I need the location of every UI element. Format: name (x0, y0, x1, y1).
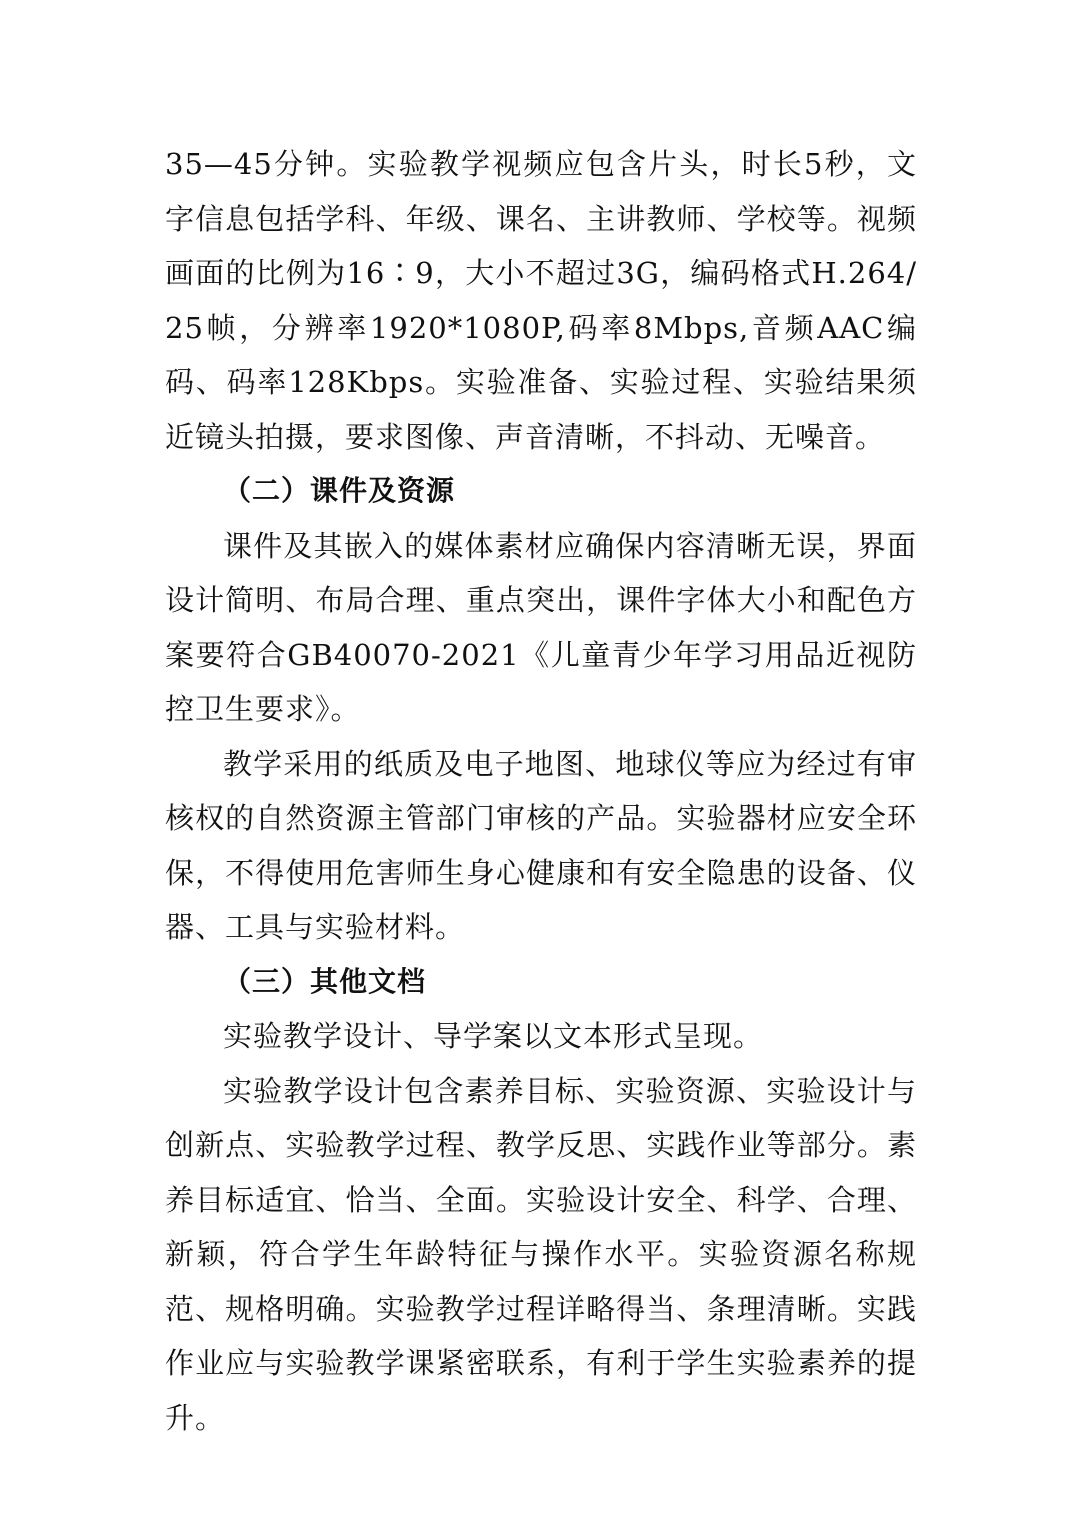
section-heading-other-documents: （三）其他文档 (223, 964, 427, 998)
paragraph-video-requirements: 35—45分钟。实验教学视频应包含片头，时长5秒，文字信息包括学科、年级、课名、主讲教师、学校等。视频画面的比例为16∶9，大小不超过3G，编码格式H.264/25帧，分辨率1920*1080P,码率8Mbps,音频AAC编码、码率128Kbps。实验准备、实验过程、实验结果须近镜头拍摄，要求图像、声音清晰，不抖动、无噪音。 (165, 147, 917, 454)
paragraph-teaching-design: 实验教学设计包含素养目标、实验资源、实验设计与创新点、实验教学过程、教学反思、实践作业等部分。素养目标适宜、恰当、全面。实验设计安全、科学、合理、新颖，符合学生年龄特征与操作水平。实验资源名称规范、规格明确。实验教学过程详略得当、条理清晰。实践作业应与实验教学课紧密联系，有利于学生实验素养的提升。 (165, 1073, 917, 1435)
section-heading-courseware: （二）课件及资源 (223, 474, 456, 507)
document-body (165, 137, 917, 1445)
paragraph-materials: 教学采用的纸质及电子地图、地球仪等应为经过有审核权的自然资源主管部门审核的产品。实验器材应安全环保，不得使用危害师生身心健康和有安全隐患的设备、仪器、工具与实验材料。 (165, 746, 917, 944)
paragraph-courseware: 课件及其嵌入的媒体素材应确保内容清晰无误，界面设计简明、布局合理、重点突出，课件字体大小和配色方案要符合GB40070-2021《儿童青少年学习用品近视防控卫生要求》。 (165, 528, 917, 726)
paragraph-text-format: 实验教学设计、导学案以文本形式呈现。 (223, 1019, 764, 1053)
